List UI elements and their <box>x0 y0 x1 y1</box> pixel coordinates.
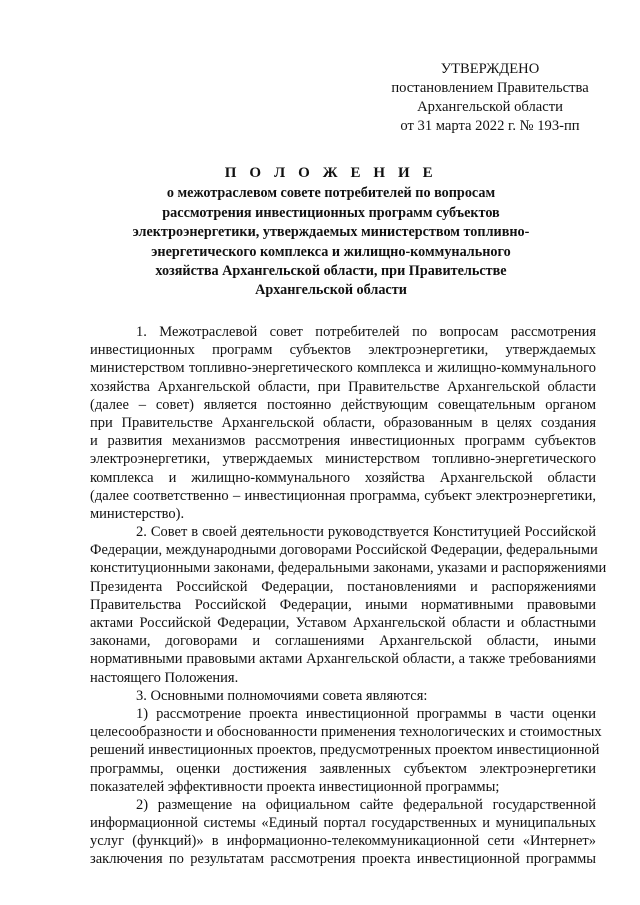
body-line: министерством топливно-энергетического комплекса и жилищно-коммунального <box>90 360 596 377</box>
title-heading: П О Л О Ж Е Н И Е <box>224 165 438 181</box>
body-line: при Правительстве Архангельской области, образованным в целях создания <box>90 414 596 431</box>
body-line: министерство). <box>90 505 185 522</box>
body-line: Федерации, международными договорами Российской Федерации, федеральными <box>90 542 598 559</box>
title-line: энергетического комплекса и жилищно-коммунального <box>151 243 511 260</box>
body-line: конституционными законами, федеральными законами, указами и распоряжениями <box>90 560 607 577</box>
body-line: и развития механизмов рассмотрения инвестиционных программ субъектов <box>90 433 596 450</box>
body-line: комплекса и жилищно-коммунального хозяйства Архангельской области <box>90 469 596 486</box>
body-line: целесообразности и обоснованности применения технологических и стоимостных <box>90 724 602 741</box>
document-body <box>90 323 607 869</box>
body-line: хозяйства Архангельской области, при Правительстве Архангельской области <box>90 378 596 395</box>
body-line: 3. Основными полномочиями совета являются: <box>136 687 428 704</box>
title-line: рассмотрения инвестиционных программ субъектов <box>162 204 500 221</box>
approval-stamp <box>372 60 608 136</box>
document-title <box>96 164 566 301</box>
body-line: информационной системы «Единый портал государственных и муниципальных <box>90 815 596 832</box>
body-line: законами, договорами и соглашениями Архангельской области, иными <box>90 633 596 650</box>
body-line: электроэнергетики, утверждаемых министерством топливно-энергетического <box>90 451 596 468</box>
body-line: 1. Межотраслевой совет потребителей по вопросам рассмотрения <box>136 324 596 340</box>
body-line: показателей эффективности проекта инвестиционной программы; <box>90 778 500 795</box>
body-line: заключения по результатам рассмотрения проекта инвестиционной программы <box>90 851 596 868</box>
title-line: о межотраслевом совете потребителей по вопросам <box>166 185 496 202</box>
approval-line: от 31 марта 2022 г. № 193-пп <box>400 118 580 134</box>
body-line: услуг (функций)» в информационно-телекоммуникационной сети «Интернет» <box>90 833 596 850</box>
approval-line: постановлением Правительства <box>391 80 589 96</box>
body-line: 2) размещение на официальном сайте федеральной государственной <box>136 796 596 813</box>
title-line: электроэнергетики, утверждаемых министерством топливно- <box>132 224 530 241</box>
body-line: программы, оценки достижения заявленных субъектом электроэнергетики <box>90 760 596 777</box>
body-line: Правительства Российской Федерации, иными нормативными правовыми <box>90 596 596 613</box>
body-line: настоящего Положения. <box>90 669 239 686</box>
body-line: 1) рассмотрение проекта инвестиционной программы в части оценки <box>136 705 596 722</box>
title-line: Архангельской области <box>255 282 407 299</box>
body-line: Президента Российской Федерации, постановлениями и распоряжениями <box>90 578 596 595</box>
title-line: хозяйства Архангельской области, при Правительстве <box>155 263 507 280</box>
body-line: (далее – совет) является постоянно действующим совещательным органом <box>90 396 596 413</box>
body-line: нормативными правовыми актами Архангельской области, а также требованиями <box>90 651 596 668</box>
body-line: решений инвестиционных проектов, предусмотренных проектом инвестиционной <box>90 742 600 759</box>
body-line: инвестиционных программ субъектов электроэнергетики, утверждаемых <box>90 342 596 359</box>
body-line: (далее соответственно – инвестиционная программа, субъект электроэнергетики, <box>90 487 596 504</box>
approval-line: УТВЕРЖДЕНО <box>440 61 540 77</box>
body-line: 2. Совет в своей деятельности руководствуется Конституцией Российской <box>136 524 596 541</box>
body-line: актами Российской Федерации, Уставом Архангельской области и областными <box>90 615 596 631</box>
approval-line: Архангельской области <box>417 99 563 115</box>
